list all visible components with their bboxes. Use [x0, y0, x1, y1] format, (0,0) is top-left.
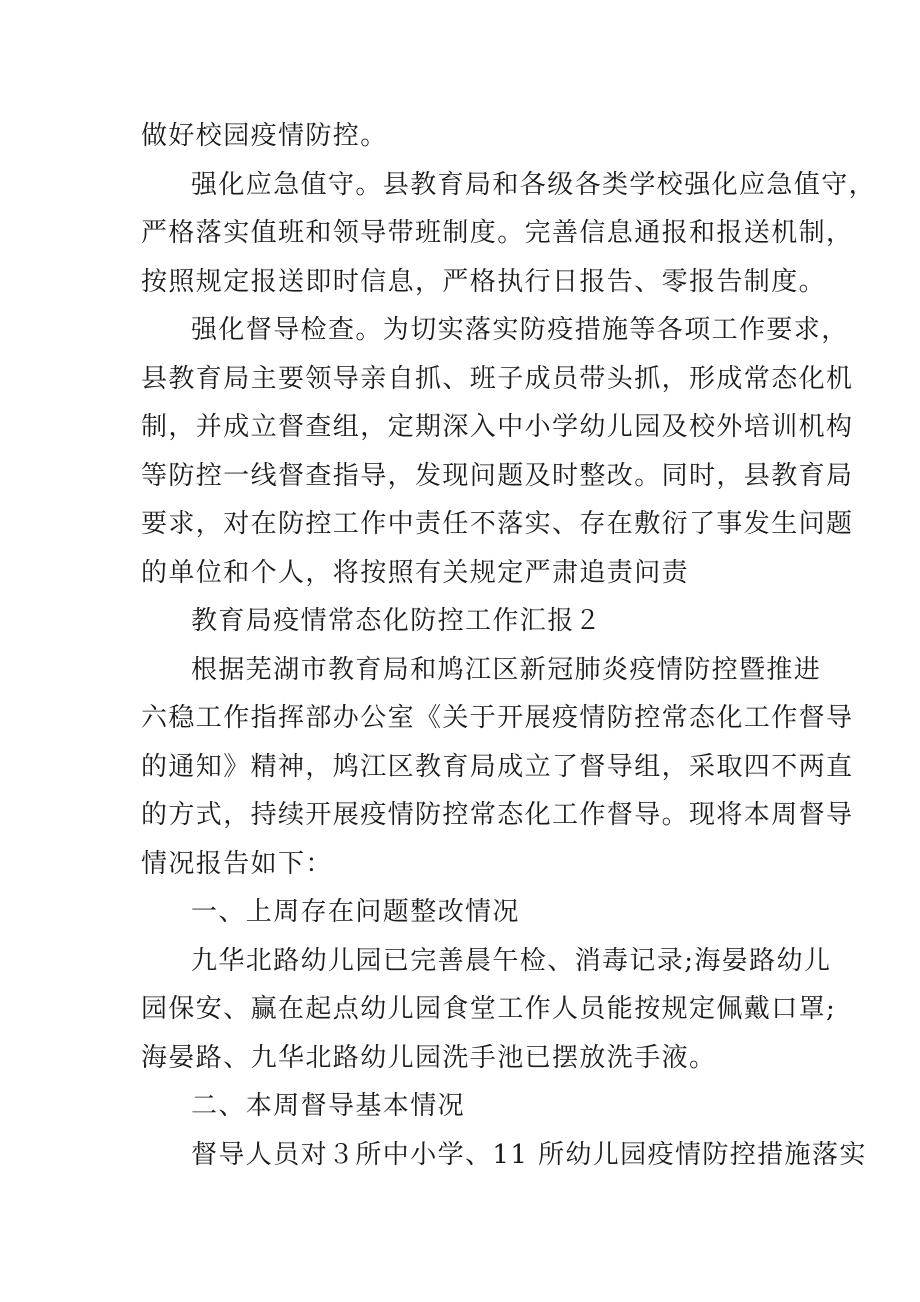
text-line: 要求，对在防控工作中责任不落实、存在敷衍了事发生问题	[141, 509, 854, 539]
text-line: 园保安、赢在起点幼儿园食堂工作人员能按规定佩戴口罩;	[141, 994, 837, 1024]
text-line: 强化督导检查。为切实落实防疫措施等各项工作要求，	[191, 315, 849, 345]
text-line: 的通知》精神，鸠江区教育局成立了督导组，采取四不两直	[141, 751, 854, 782]
section-title: 教育局疫情常态化防控工作汇报２	[191, 606, 603, 636]
text-line: 督导人员对３所中小学、11 所幼儿园疫情防控措施落实	[191, 1139, 867, 1170]
text-line: 情况报告如下：	[141, 848, 333, 879]
text-line: 做好校园疫情防控。	[141, 121, 388, 151]
text-line: 严格落实值班和领导带班制度。完善信息通报和报送机制，	[141, 218, 854, 248]
text-line: 根据芜湖市教育局和鸠江区新冠肺炎疫情防控暨推进	[191, 654, 822, 685]
text-line: 县教育局主要领导亲自抓、班子成员带头抓，形成常态化机	[141, 363, 854, 394]
text-line: 的单位和个人，将按照有关规定严肃追责问责	[141, 557, 690, 588]
text-line: 按照规定报送即时信息，严格执行日报告、零报告制度。	[141, 266, 827, 297]
text-line: 海晏路、九华北路幼儿园洗手池已摆放洗手液。	[141, 1042, 717, 1073]
text-line: 制，并成立督查组，定期深入中小学幼儿园及校外培训机构	[141, 412, 854, 442]
heading-2: 二、本周督导基本情况	[191, 1091, 466, 1121]
text-line: 强化应急值守。县教育局和各级各类学校强化应急值守，	[191, 169, 877, 200]
text-line: 等防控一线督查指导，发现问题及时整改。同时，县教育局	[141, 460, 854, 491]
document-body	[141, 112, 877, 1179]
heading-1: 一、上周存在问题整改情况	[191, 897, 520, 927]
text-line: 的方式，持续开展疫情防控常态化工作督导。现将本周督导	[141, 800, 854, 830]
text-line: 六稳工作指挥部办公室《关于开展疫情防控常态化工作督导	[141, 703, 854, 733]
text-line: 九华北路幼儿园已完善晨午检、消毒记录;海晏路幼儿	[191, 945, 832, 976]
